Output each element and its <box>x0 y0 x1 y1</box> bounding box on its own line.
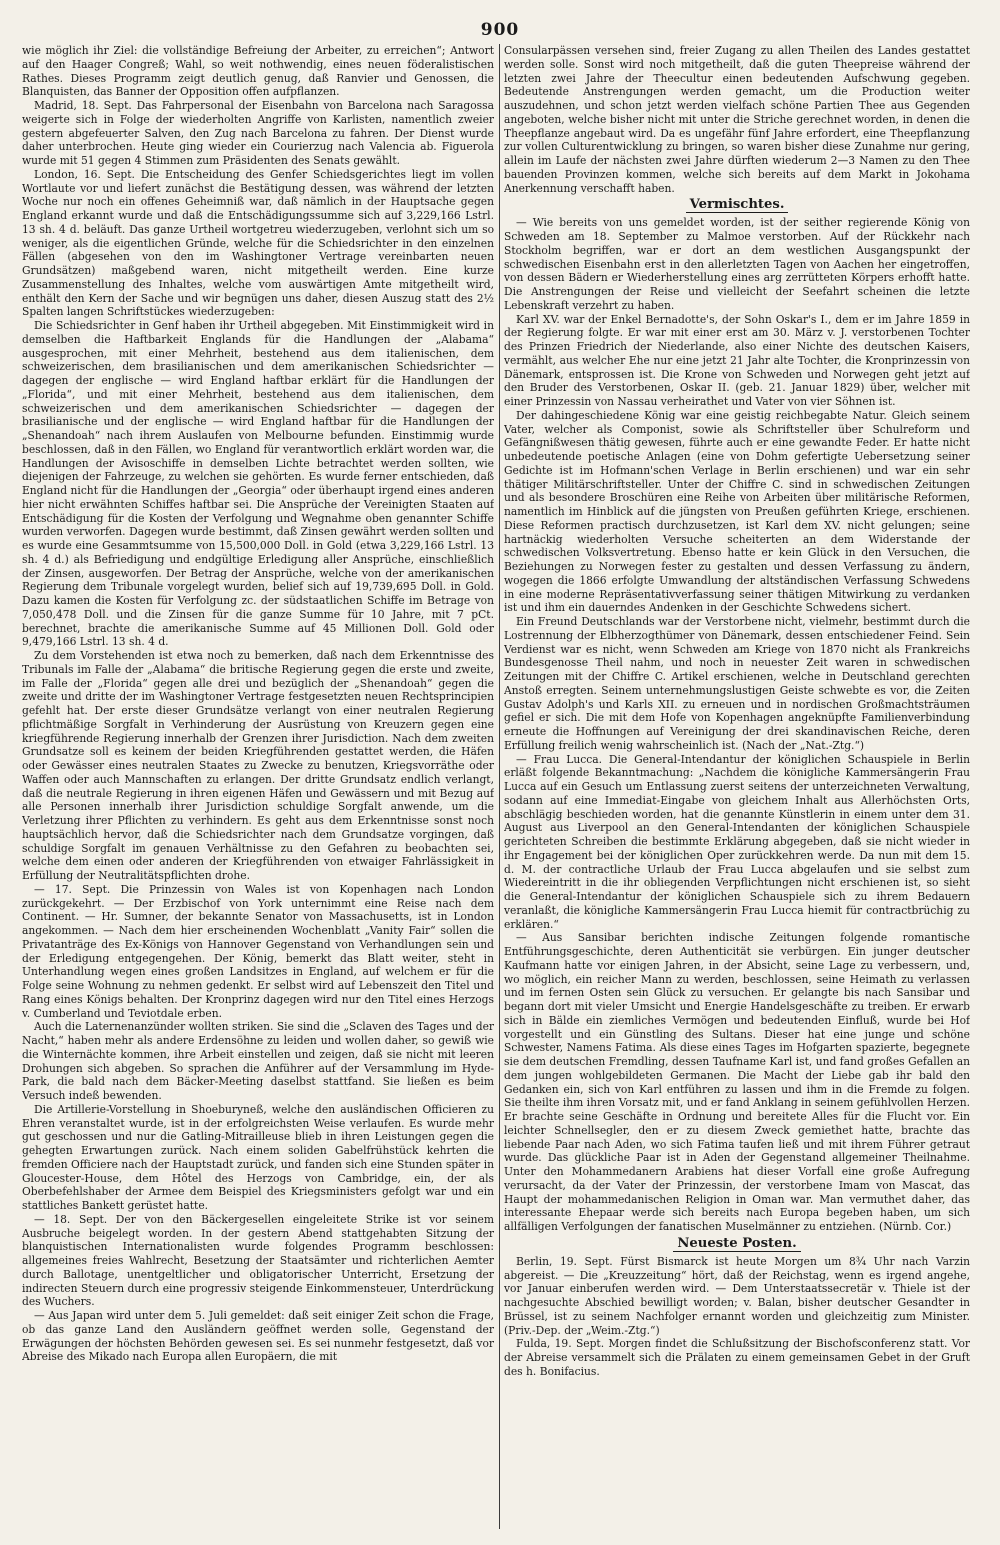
column-divider <box>499 44 500 1529</box>
section-heading-misc <box>504 197 970 213</box>
article-paragraph: Zu dem Vorstehenden ist etwa noch zu bemerken, daß nach dem Erkenntnisse des Tribunals im Falle der „Alabama“ die britische Regierung gegen die erste und zweite, im Falle der „Florida“ gegen alle drei und bezüglich der „Shenandoah“ gegen die zweite und dritte der im Washingtoner Vertrage festgesetzten neuen Rechtsprincipien gefehlt hat. Der erste dieser Grundsätze verlangt von einer neutralen Regierung pflichtmäßige Sorgfalt in Verhinderung der Ausrüstung von Kreuzern gegen eine kriegführende Regierung innerhalb der Grenzen ihrer Jurisdiction. Nach dem zweiten Grundsatze soll es keinem der beiden Kriegführenden gestattet werden, die Häfen oder Gewässer eines neutralen Staates zu Zwecke zu benutzen, Kriegsvorräthe oder Waffen oder auch Mannschaften zu erlangen. Der dritte Grundsatz endlich verlangt, daß die neutrale Regierung in ihren eigenen Häfen und Gewässern und mit Bezug auf alle Personen innerhalb ihrer Jurisdiction schuldige Sorgfalt anwende, um die Verletzung ihrer Pflichten zu verhindern. Es geht aus dem Erkenntnisse sonst noch hauptsächlich hervor, daß die Schiedsrichter nach dem Grundsatze vorgingen, daß schuldige Sorgfalt im genauen Verhältnisse zu den Gefahren zu beobachten sei, welche dem einen oder anderen der Kriegführenden von etwaiger Fahrlässigkeit in Erfüllung der Neutralitätspflichten drohe. <box>22 649 494 882</box>
article-paragraph: Auch die Laternenanzünder wollten striken. Sie sind die „Sclaven des Tages und der Nacht,“ haben mehr als andere Erdensöhne zu leiden und wollen daher, so gewiß wie die Winternächte kommen, ihre Arbeit einstellen und zeigen, daß sie nicht mit leeren Drohungen sich abgeben. So sprachen die Anführer auf der Versammlung im Hyde-Park, die bald nach dem Bäcker-Meeting daselbst stattfand. Sie ließen es beim Versuch indeß bewenden. <box>22 1020 494 1102</box>
article-london: London, 16. Sept. Die Entscheidung des Genfer Schiedsgerichtes liegt im vollen Wortlaute vor und liefert zunächst die Bestätigung dessen, was während der letzten Woche nur noch ein offenes Geheimniß war, daß nämlich in der Hauptsache gegen England erkannt wurde und daß die Entschädigungssumme sich auf 3,229,166 Lstrl. 13 sh. 4 d. beläuft. Das ganze Urtheil wortgetreu wiederzugeben, verlohnt sich um so weniger, als die eigentlichen Gründe, welche für die Schiedsrichter in den einzelnen Fällen (abgesehen von den im Washingtoner Vertrage vereinbarten neuen Grundsätzen) maßgebend waren, nicht mitgetheilt werden. Eine kurze Zusammenstellung des Inhaltes, welche vom auswärtigen Amte mitgetheilt wird, enthält den Kern der Sache und wir begnügen uns daher, diesen Auszug statt des 2½ Spalten langen Schriftstückes wiederzugeben: <box>22 167 494 319</box>
article-paragraph: Consularpässen versehen sind, freier Zugang zu allen Theilen des Landes gestattet werden solle. Sonst wird noch mitgetheilt, daß die guten Theepreise während der letzten zwei Jahre der Theecultur einen bedeutenden Aufschwung gegeben. Bedeutende Anstrengungen werden gemacht, um die Production weiter auszudehnen, und schon jetzt werden vielfach schöne Partien Thee aus Gegenden angeboten, welche bisher nicht mit unter die Striche gerechnet worden, in denen die Theepflanze angebaut wird. Da es ungefähr fünf Jahre erfordert, eine Theepflanzung zur vollen Culturentwicklung zu bringen, so waren bisher diese Zunahme nur gering, allein im Laufe der nächsten zwei Jahre dürften wiederum 2—3 Namen zu den Thee bauenden Provinzen kommen, welche sich bereits auf dem Markt in Jokohama Anerkennung verschafft haben. <box>504 44 970 195</box>
article-japan: — Aus Japan wird unter dem 5. Juli gemeldet: daß seit einiger Zeit schon die Frage, ob das ganze Land den Ausländern geöffnet werden solle, Gegenstand der Erwägungen der höchsten Behörden gewesen sei. Es sei nunmehr festgesetzt, daß vor Abreise des Mikado nach Europa allen Europäern, die mit <box>22 1309 494 1364</box>
section-heading-text: Neueste Posten. <box>673 1236 800 1252</box>
article-paragraph: Der dahingeschiedene König war eine geistig reichbegabte Natur. Gleich seinem Vater, welcher als Componist, sowie als Schriftsteller über Schulreform und Gefängnißwesen thätig gewesen, führte auch er eine gewandte Feder. Er hatte nicht unbedeutende poetische Anlagen (eine von Dohm gefertigte Uebersetzung seiner Gedichte ist im Hofmann'schen Verlage in Berlin erschienen) und war ein sehr thätiger Militärschriftsteller. Unter der Chiffre C. sind in schwedischen Zeitungen und als besondere Broschüren eine Reihe von Arbeiten über militärische Reformen, namentlich im Hinblick auf die jüngsten von Preußen geführten Kriege, erschienen. Diese Reformen practisch durchzusetzen, ist Karl dem XV. nicht gelungen; seine hartnäckig wiederholten Versuche scheiterten an dem Widerstande der schwedischen Volksvertretung. Ebenso hatte er kein Glück in den Versuchen, die Beziehungen zu Norwegen fester zu gestalten und dessen Verfassung zu ändern, wogegen die 1866 erfolgte Umwandlung der altständischen Verfassung Schwedens in eine moderne Repräsentativverfassung seiner thätigen Mitwirkung zu verdanken ist und ihm ein dauerndes Andenken in der Geschichte Schwedens sichert. <box>504 408 970 615</box>
article-paragraph: — Wie bereits von uns gemeldet worden, ist der seither regierende König von Schweden am 18. September zu Malmoe verstorben. Auf der Rückkehr nach Stockholm begriffen, war er dort an dem westlichen Ausgangspunkt der schwedischen Eisenbahn erst in den allerletzten Tagen von Aachen her eingetroffen, von dessen Bädern er Wiederherstellung eines arg zerrütteten Körpers erhofft hatte. Die Anstrengungen der Reise und vielleicht der Seefahrt scheinen die letzte Lebenskraft verzehrt zu haben. <box>504 216 970 312</box>
article-paragraph: — Frau Lucca. Die General-Intendantur der königlichen Schauspiele in Berlin erläßt folgende Bekanntmachung: „Nachdem die königliche Kammersängerin Frau Lucca auf ein Gesuch um Entlassung zuerst seitens der unterzeichneten Verwaltung, sodann auf eine Immediat-Eingabe von gleichem Inhalt aus Allerhöchsten Orts, abschlägig beschieden worden, hat die genannte Künstlerin in einem unter dem 31. August aus Liverpool an den General-Intendanten der königlichen Schauspiele gerichteten Schreiben die bestimmte Erklärung abgegeben, daß sie nicht wieder in ihr Engagement bei der königlichen Oper zurückkehren werde. Da nun mit dem 15. d. M. der contractliche Urlaub der Frau Lucca abgelaufen und sie selbst zum Wiedereintritt in die ihr obliegenden Verpflichtungen nicht erschienen ist, so sieht die General-Intendantur der königlichen Schauspiele sich zu ihrem Bedauern veranlaßt, die königliche Kammersängerin Frau Lucca hiemit für contractbrüchig zu erklären.“ <box>504 752 970 931</box>
article-paragraph: Die Schiedsrichter in Genf haben ihr Urtheil abgegeben. Mit Einstimmigkeit wird in demselben die Haftbarkeit Englands für die Handlungen der „Alabama“ ausgesprochen, mit einer Mehrheit, bestehend aus dem italienischen, dem schweizerischen, dem brasilianischen und dem amerikanischen Schiedsrichter — dagegen der englische — wird England haftbar erklärt für die Handlungen der „Florida“, und mit einer Mehrheit, bestehend aus dem italienischen, dem schweizerischen und dem amerikanischen Schiedsrichter — dagegen der brasilianische und der englische — wird England haftbar für die Handlungen der „Shenandoah“ nach ihrem Auslaufen von Melbourne befunden. Einstimmig wurde beschlossen, daß in den Fällen, wo England für verantwortlich erklärt worden war, die Handlungen der Avisoschiffe in demselben Lichte betrachtet werden sollten, wie diejenigen der Fahrzeuge, zu welchen sie gehörten. Es wurde ferner entschieden, daß England nicht für die Handlungen der „Georgia“ oder überhaupt irgend eines anderen hier nicht erwähnten Schiffes haftbar sei. Die Ansprüche der Vereinigten Staaten auf Entschädigung für die Kosten der Verfolgung und Wegnahme oben genannter Schiffe wurden verworfen. Dagegen wurde bestimmt, daß Zinsen gewährt werden sollten und es wurde eine Gesammtsumme von 15,500,000 Doll. in Gold (etwa 3,229,166 Lstrl. 13 sh. 4 d.) als Befriedigung und endgültige Erledigung aller Ansprüche, einschließlich der Zinsen, ausgeworfen. Der Betrag der Ansprüche, welche von der amerikanischen Regierung dem Tribunale vorgelegt wurden, belief sich auf 19,739,695 Doll. in Gold. Dazu kamen die Kosten für Verfolgung zc. der südstaatlichen Schiffe im Betrage von 7,050,478 Doll. und die Zinsen für die ganze Summe für 10 Jahre, mit 7 pCt. berechnet, brachte die amerikanische Summe auf 45 Millionen Doll. Gold oder 9,479,166 Lstrl. 13 sh. 4 d. <box>22 319 494 649</box>
article-paragraph: wie möglich ihr Ziel: die vollständige Befreiung der Arbeiter, zu erreichen“; Antwort auf den Haager Congreß; Wahl, so weit nothwendig, eines neuen föderalistischen Rathes. Dieses Programm zeigt deutlich genug, daß Ranvier und Genossen, die Blanquisten, das Banner der Opposition offen aufpflanzen. <box>22 44 494 99</box>
article-paragraph: — Aus Sansibar berichten indische Zeitungen folgende romantische Entführungsgeschichte, deren Authenticität sie verbürgen. Ein junger deutscher Kaufmann hatte vor einigen Jahren, in der Absicht, seine Lage zu verbessern, und, wo möglich, ein reicher Mann zu werden, beschlossen, seine Heimath zu verlassen und im fernen Osten sein Glück zu versuchen. Er gelangte bis nach Sansibar und begann dort mit vieler Umsicht und Energie Handelsgeschäfte zu treiben. Er erwarb sich in Bälde ein ziemliches Vermögen und bedeutenden Einfluß, wurde bei Hof vorgestellt und ein Günstling des Sultans. Dieser hat eine junge und schöne Schwester, Namens Fatima. Als diese eines Tages im Hofgarten spazierte, begegnete sie dem deutschen Fremdling, dessen Taufname Karl ist, und fand großes Gefallen an dem jungen wohlgebildeten Germanen. Die Macht der Liebe gab ihr bald den Gedanken ein, sich von Karl entführen zu lassen und ihm in die Fremde zu folgen. Sie theilte ihm ihren Vorsatz mit, und er fand Anklang in seinem gefühlvollen Herzen. Er brachte seine Geschäfte in Ordnung und bereitete Alles für die Flucht vor. Ein leichter Schnellsegler, den er zu diesem Zweck gemiethet hatte, brachte das liebende Paar nach Aden, wo sich Fatima taufen ließ und mit ihrem Führer getraut wurde. Das glückliche Paar ist in Aden der Gegenstand allgemeiner Theilnahme. Unter den Mohammedanern Arabiens hat dieser Vorfall eine große Aufregung verursacht, da der Vater der Prinzessin, der verstorbene Imam von Mascat, das Haupt der mohammedanischen Religion in Oman war. Man vermuthet daher, das interessante Ehepaar werde sich bereits nach Europa begeben haben, um sich allfälligen Verfolgungen der fanatischen Muselmänner zu entziehen. (Nürnb. Cor.) <box>504 931 970 1233</box>
article-berlin: Berlin, 19. Sept. Fürst Bismarck ist heute Morgen um 8¾ Uhr nach Varzin abgereist. — Die „Kreuzzeitung“ hört, daß der Reichstag, wenn es irgend angehe, vor Januar einberufen werden wird. — Dem Unterstaatssecretär v. Thiele ist der nachgesuchte Abschied bewilligt worden; v. Balan, bisher deutscher Gesandter in Brüssel, ist zu seinem Nachfolger ernannt worden und gleichzeitig zum Minister. (Priv.-Dep. der „Weim.-Ztg.“) <box>504 1254 970 1337</box>
page-number: 900 <box>480 20 520 40</box>
section-heading-news <box>504 1236 970 1252</box>
section-heading-text: Vermischtes. <box>686 197 789 213</box>
article-fulda: Fulda, 19. Sept. Morgen findet die Schlußsitzung der Bischofsconferenz statt. Vor der Abreise versammelt sich die Prälaten zu einem gemeinsamen Gebet in der Gruft des h. Bonifacius. <box>504 1337 970 1378</box>
left-column <box>22 44 494 1529</box>
article-paragraph: Karl XV. war der Enkel Bernadotte's, der Sohn Oskar's I., dem er im Jahre 1859 in der Regierung folgte. Er war mit einer erst am 30. März v. J. verstorbenen Tochter des Prinzen Friedrich der Niederlande, also einer Nichte des deutschen Kaisers, vermählt, aus welcher Ehe nur eine jetzt 21 Jahr alte Tochter, die Kronprinzessin von Dänemark, entsprossen ist. Die Krone von Schweden und Norwegen geht jetzt auf den Bruder des Verstorbenen, Oskar II. (geb. 21. Januar 1829) über, welcher mit einer Prinzessin von Nassau verheirathet und Vater von vier Söhnen ist. <box>504 312 970 408</box>
article-paragraph: — 17. Sept. Die Prinzessin von Wales ist von Kopenhagen nach London zurückgekehrt. — Der Erzbischof von York unternimmt eine Reise nach dem Continent. — Hr. Sumner, der bekannte Senator von Massachusetts, ist in London angekommen. — Nach dem hier erscheinenden Wochenblatt „Vanity Fair“ sollen die Privatanträge des Ex-Königs von Hannover Gegenstand von Verhandlungen sein und der Erledigung entgegengehen. Der König, bemerkt das Blatt weiter, steht in Unterhandlung wegen eines großen Landsitzes in England, auf welchem er für die Folge seine Wohnung zu nehmen gedenkt. Er selbst wird auf Lebenszeit den Titel und Rang eines Königs behalten. Der Kronprinz dagegen wird nur den Titel eines Herzogs v. Cumberland und Teviotdale erben. <box>22 882 494 1020</box>
article-paragraph: Die Artillerie-Vorstellung in Shoeburyneß, welche den ausländischen Officieren zu Ehren veranstaltet wurde, ist in der erfolgreichsten Weise verlaufen. Es wurde mehr gut geschossen und nur die Gatling-Mitrailleuse blieb in ihren Leistungen gegen die gehegten Erwartungen zurück. Nach einem soliden Gabelfrühstück kehrten die fremden Officiere nach der Hauptstadt zurück, und fanden sich eine Stunden später in Gloucester-House, dem Hôtel des Herzogs von Cambridge, ein, der als Oberbefehlshaber der Armee dem Beispiel des Kriegsministers gefolgt war und ein stattliches Bankett gerüstet hatte. <box>22 1102 494 1212</box>
right-column <box>504 44 970 1529</box>
article-paragraph: Ein Freund Deutschlands war der Verstorbene nicht, vielmehr, bestimmt durch die Lostrennung der Elbherzogthümer von Dänemark, dessen entschiedener Feind. Sein Verdienst war es nicht, wenn Schweden am Kriege von 1870 nicht als Frankreichs Bundesgenosse Theil nahm, und noch in neuester Zeit waren in schwedischen Zeitungen mit der Chiffre C. Artikel erschienen, welche in Deutschland gerechten Anstoß erregten. Seinem unternehmungslustigen Geiste schwebte es vor, die Zeiten Gustav Adolph's und Karls XII. zu erneuen und in nordischen Großmachtsträumen gefiel er sich. Die mit dem Hofe von Kopenhagen angeknüpfte Familienverbindung erneute die Hoffnungen auf Vereinigung der drei skandinavischen Reiche, deren Erfüllung freilich wenig wahrscheinlich ist. (Nach der „Nat.-Ztg.“) <box>504 615 970 752</box>
article-paragraph: — 18. Sept. Der von den Bäckergesellen eingeleitete Strike ist vor seinem Ausbruche beigelegt worden. In der gestern Abend stattgehabten Sitzung der blanquistischen Internationalisten wurde folgendes Programm beschlossen: allgemeines freies Wahlrecht, Besetzung der Staatsämter und richterlichen Aemter durch Ballotage, unentgeltlicher und obligatorischer Unterricht, Ersetzung der indirecten Steuern durch eine progressiv steigende Einkommensteuer, Unterdrückung des Wuchers. <box>22 1212 494 1309</box>
article-madrid: Madrid, 18. Sept. Das Fahrpersonal der Eisenbahn von Barcelona nach Saragossa weigerte sich in Folge der wiederholten Angriffe von Karlisten, namentlich zweier gestern abgefeuerter Salven, den Zug nach Barcelona zu fahren. Der Dienst wurde daher unterbrochen. Heute ging wieder ein Courierzug nach Valencia ab. Figuerola wurde mit 51 gegen 4 Stimmen zum Präsidenten des Senats gewählt. <box>22 99 494 167</box>
